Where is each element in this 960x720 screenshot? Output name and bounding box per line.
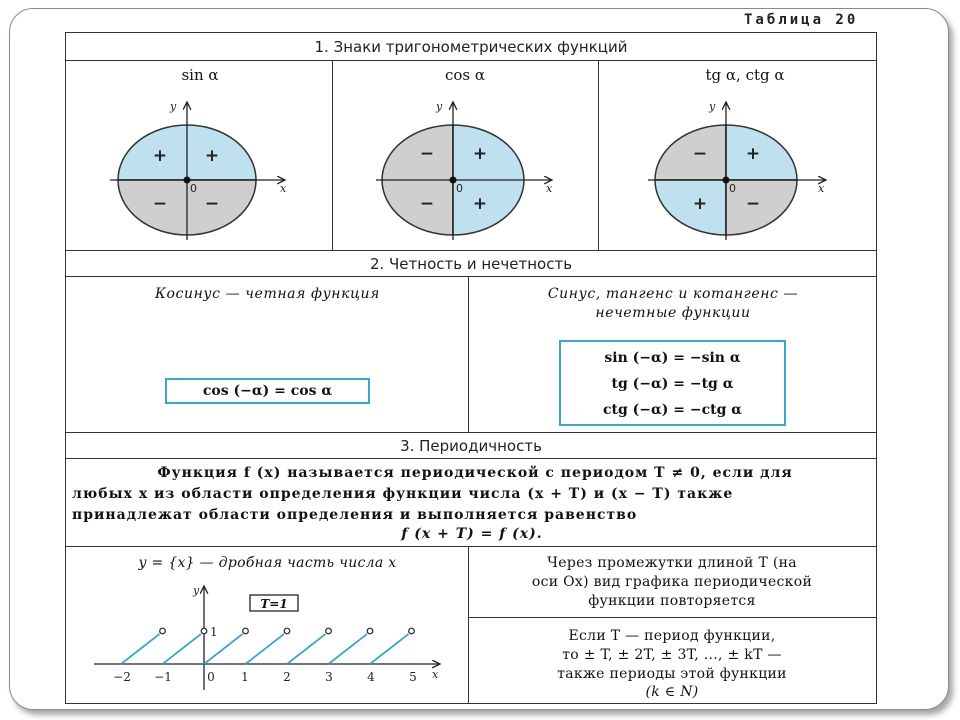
open-endpoint (284, 628, 290, 634)
table-number-label: Таблица 20 (744, 12, 859, 28)
open-endpoint (160, 628, 166, 634)
cos-sign-q2: − (419, 144, 435, 164)
section3-title: 3. Периодичность (400, 436, 542, 455)
period-note-top-line-3: функции повторяется (588, 593, 756, 609)
period-badge: T=1 (260, 597, 288, 611)
section1-title: 1. Знаки тригонометрических функций (314, 37, 628, 56)
cos-axis-y-label: y (436, 100, 443, 113)
sin-circle-diagram (110, 102, 285, 240)
fractional-part-graph (80, 580, 460, 698)
open-endpoint (367, 628, 373, 634)
tg-axis-y-label: y (709, 100, 716, 113)
odd-formula-tg: tg (−α) = −tg α (611, 376, 734, 392)
period-note-bottom-line-2: то ± T, ± 2T, ± 3T, ..., ± kT — (562, 647, 782, 663)
period-note-top-line-1: Через промежутки длиной T (на (547, 555, 797, 571)
tg-sign-q4: − (745, 194, 761, 214)
sin-label: sin α (181, 66, 219, 84)
open-endpoint (409, 628, 415, 634)
odd-formula-ctg: ctg (−α) = −ctg α (602, 402, 743, 418)
tick-label: 3 (325, 670, 333, 684)
graph-axis-x-label: x (432, 668, 439, 681)
tg-origin-label: 0 (729, 182, 736, 195)
definition-line-2: любых x из области определения функции числа (x + T) и (x − T) также (72, 486, 734, 502)
section2-header (65, 250, 877, 277)
tg-sign-q2: − (692, 144, 708, 164)
tg-circle-diagram (648, 102, 826, 240)
sawtooth-segment (370, 634, 409, 664)
tg-sign-q1: + (745, 144, 761, 164)
tick-label: 1 (241, 670, 249, 684)
definition-line-3: принадлежат области определения и выполняется равенство (72, 507, 638, 523)
sin-sign-q4: − (204, 194, 220, 214)
graph-caption: y = {x} — дробная часть числа x (138, 555, 397, 571)
section2-title: 2. Четность и нечетность (369, 254, 573, 273)
tick-label: 2 (283, 670, 291, 684)
cos-label: cos α (444, 66, 486, 84)
sawtooth-segment (287, 634, 326, 664)
tick-label: −2 (113, 670, 131, 684)
even-formula-box (165, 378, 370, 404)
even-function-text: Косинус — четная функция (155, 286, 380, 302)
cos-sign-q3: − (419, 194, 435, 214)
tg-axis-x-label: x (818, 182, 825, 195)
sawtooth-segment (121, 634, 160, 664)
period-note-bottom-line-1: Если T — период функции, (568, 628, 776, 644)
definition-equation: f (x + T) = f (x). (401, 526, 543, 542)
odd-formulas-box (559, 340, 786, 426)
even-formula: cos (−α) = cos α (202, 383, 333, 399)
graph-tick-labels (113, 670, 417, 684)
period-note-bottom-line-4: (k ∈ N) (645, 684, 699, 700)
sin-origin-label: 0 (190, 182, 197, 195)
cos-sign-q4: + (472, 194, 488, 214)
cos-circle-diagram (376, 102, 552, 240)
tick-label: 4 (367, 670, 375, 684)
definition-line-1: Функция f (x) называется периодической с периодом T ≠ 0, если для (157, 465, 793, 481)
odd-functions-text-1: Синус, тангенс и котангенс — (547, 286, 799, 302)
sawtooth-segment (329, 634, 368, 664)
odd-functions-text-2: нечетные функции (595, 305, 751, 321)
sin-sign-q1: + (204, 146, 220, 166)
cos-axis-x-label: x (546, 182, 553, 195)
sin-axis-x-label: x (280, 182, 287, 195)
sawtooth-segments (121, 628, 414, 664)
open-endpoint (243, 628, 249, 634)
graph-axis-y-label: y (193, 584, 200, 597)
open-endpoint (326, 628, 332, 634)
odd-formula-sin: sin (−α) = −sin α (604, 350, 741, 366)
tick-label: 0 (207, 670, 215, 684)
graph-one-label: 1 (210, 625, 218, 639)
period-note-top-line-2: оси Ox) вид графика периодической (531, 574, 813, 590)
sin-sign-q3: − (152, 194, 168, 214)
open-endpoint (201, 628, 207, 634)
cos-origin-label: 0 (456, 182, 463, 195)
tick-label: 5 (409, 670, 417, 684)
section3-header (65, 432, 877, 459)
sawtooth-segment (246, 634, 285, 664)
sin-sign-q2: + (152, 146, 168, 166)
tg-ctg-label: tg α, ctg α (705, 66, 785, 84)
tick-label: −1 (154, 670, 172, 684)
cos-sign-q1: + (472, 144, 488, 164)
sign-circles (0, 0, 960, 260)
period-note-bottom-line-3: также периоды этой функции (557, 666, 787, 682)
tg-sign-q3: + (692, 194, 708, 214)
sawtooth-segment (163, 634, 202, 664)
sin-axis-y-label: y (170, 100, 177, 113)
